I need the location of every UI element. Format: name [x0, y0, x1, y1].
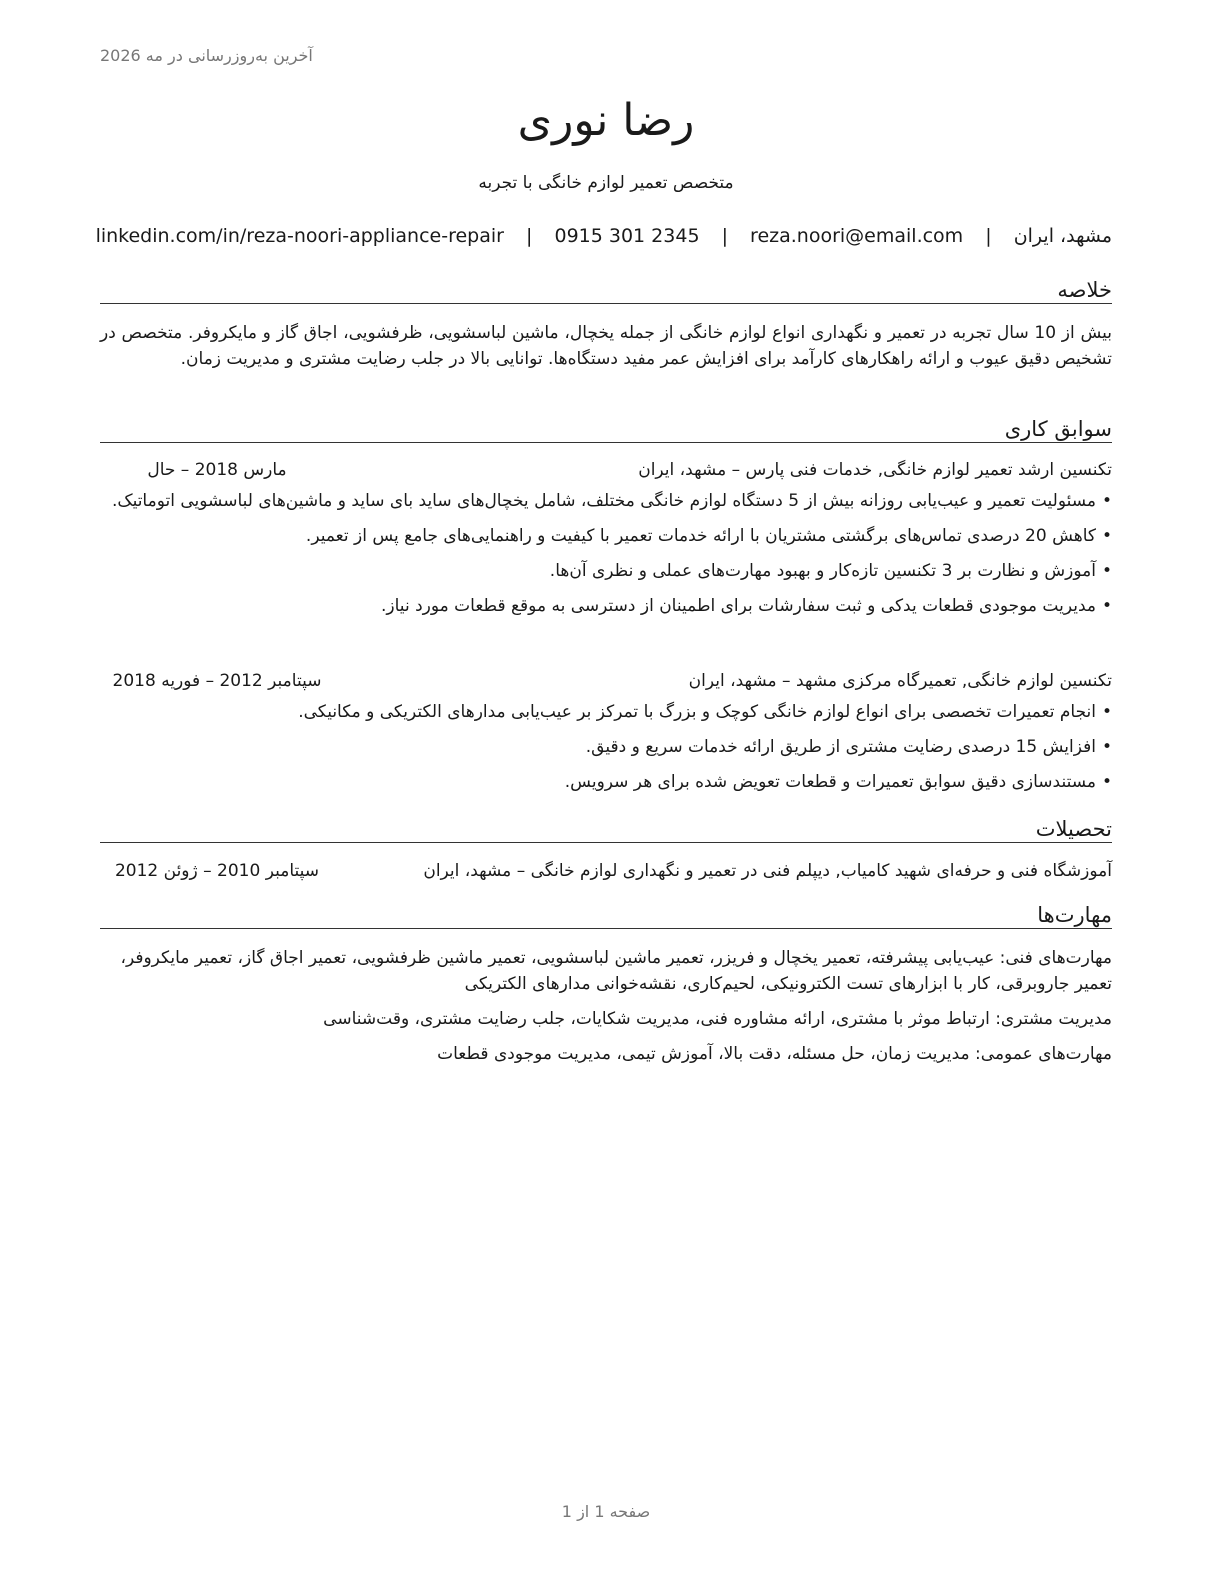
job-dates: سپتامبر 2012 – فوریه 2018: [112, 671, 322, 691]
job-dates: مارس 2018 – حال: [147, 460, 287, 480]
education-entry: [100, 858, 1112, 884]
contact-phone[interactable]: 0915 301 2345: [554, 225, 700, 247]
skills-line-general: مهارت‌های عمومی: مدیریت زمان، حل مسئله، دقت بالا، آموزش تیمی، مدیریت موجودی قطعات: [437, 1044, 1112, 1064]
job-role: تکنسین لوازم خانگی, تعمیرگاه مرکزی مشهد – مشهد، ایران: [688, 671, 1112, 691]
job-header: [100, 668, 1112, 694]
contact-linkedin[interactable]: linkedin.com/in/reza-noori-appliance-repair: [95, 225, 504, 247]
job-bullets: [100, 488, 1112, 628]
education-institution: آموزشگاه فنی و حرفه‌ای شهید کامیاب, دیپلم فنی در تعمیر و نگهداری لوازم خانگی – مشهد، ایران: [423, 861, 1112, 881]
contact-location: مشهد، ایران: [1013, 225, 1112, 247]
job-bullet: • کاهش 20 درصدی تماس‌های برگشتی مشتریان با ارائه خدمات تعمیر با کیفیت و راهنمایی‌های جامع پس از تعمیر.: [100, 523, 1112, 549]
experience-heading: سوابق کاری: [100, 416, 1112, 443]
contact-separator: |: [985, 225, 992, 247]
last-updated: آخرین به‌روزرسانی در مه 2026: [100, 46, 313, 65]
education-dates: سپتامبر 2010 – ژوئن 2012: [114, 861, 320, 881]
job-title: متخصص تعمیر لوازم خانگی با تجربه: [478, 173, 734, 193]
job-role: تکنسین ارشد تعمیر لوازم خانگی, خدمات فنی پارس – مشهد، ایران: [638, 460, 1112, 480]
resume-page: [95, 0, 1112, 1584]
skills-line-customer: مدیریت مشتری: ارتباط موثر با مشتری، ارائه مشاوره فنی، مدیریت شکایات، جلب رضایت مشتری، وقت‌شناسی: [323, 1009, 1112, 1029]
job-header: [100, 457, 1112, 483]
contact-line: [95, 224, 1112, 248]
job-bullet: • انجام تعمیرات تخصصی برای انواع لوازم خانگی کوچک و بزرگ با تمرکز بر عیب‌یابی مدارهای الکتریکی و مکانیکی.: [100, 699, 1112, 725]
candidate-name: رضا نوری: [517, 95, 695, 146]
job-bullet: • آموزش و نظارت بر 3 تکنسین تازه‌کار و بهبود مهارت‌های عملی و نظری آن‌ها.: [100, 558, 1112, 584]
contact-separator: |: [526, 225, 533, 247]
job-bullet: • مسئولیت تعمیر و عیب‌یابی روزانه بیش از 5 دستگاه لوازم خانگی مختلف، شامل یخچال‌های ساید بای ساید و ماشین‌های لباسشویی اتوماتیک.: [100, 488, 1112, 514]
job-bullets: [100, 699, 1112, 804]
contact-email[interactable]: reza.noori@email.com: [750, 225, 964, 247]
job-bullet: • افزایش 15 درصدی رضایت مشتری از طریق ارائه خدمات سریع و دقیق.: [100, 734, 1112, 760]
summary-text: بیش از 10 سال تجربه در تعمیر و نگهداری انواع لوازم خانگی از جمله یخچال، ماشین لباسشویی، ظرفشویی، اجاق گاز و مایکروفر. متخصص در تشخیص دقیق عیوب و ارائه راهکارهای کارآمد برای افزایش عمر مفید دستگاه‌ها. توانایی بالا در جلب رضایت مشتری و مدیریت زمان.: [100, 323, 1112, 369]
contact-separator: |: [721, 225, 728, 247]
summary-heading: خلاصه: [100, 277, 1112, 304]
education-heading: تحصیلات: [100, 816, 1112, 843]
job-bullet: • مستندسازی دقیق سوابق تعمیرات و قطعات تعویض شده برای هر سرویس.: [100, 769, 1112, 795]
job-bullet: • مدیریت موجودی قطعات یدکی و ثبت سفارشات برای اطمینان از دسترسی به موقع قطعات مورد نیاز.: [100, 593, 1112, 619]
page-number: صفحه 1 از 1: [561, 1502, 651, 1521]
skills-heading: مهارت‌ها: [100, 902, 1112, 929]
skills-line-technical: مهارت‌های فنی: عیب‌یابی پیشرفته، تعمیر یخچال و فریزر، تعمیر ماشین لباسشویی، تعمیر ماشین ظرفشویی، تعمیر اجاق گاز، تعمیر مایکروفر، تعمیر جاروبرقی، کار با ابزارهای تست الکترونیکی، لحیم‌کاری، نقشه‌خوانی مدارهای الکتریکی: [120, 948, 1112, 994]
